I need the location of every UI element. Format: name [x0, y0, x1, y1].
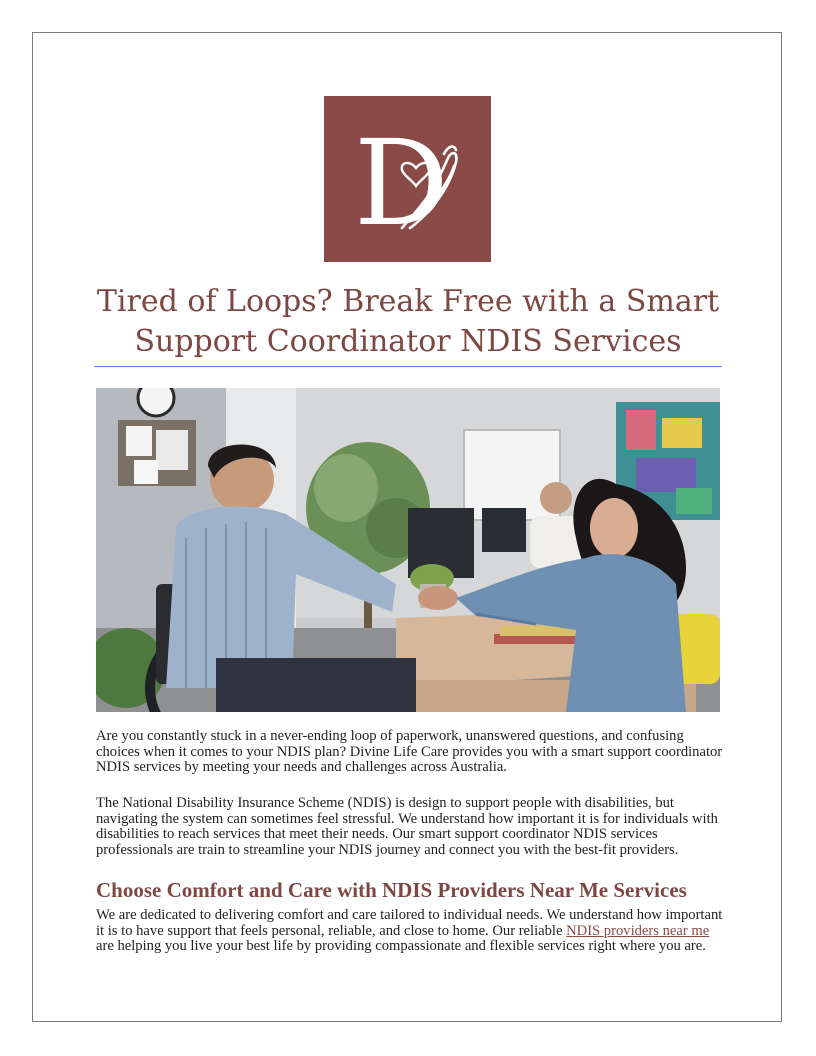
ndis-providers-link[interactable]: NDIS providers near me [566, 922, 710, 939]
section-text-before-link: We are dedicated to delivering comfort and care tailored to individual needs. We understand how important it is to have support that feels personal, reliable, and close to home. Our reliable [96, 907, 723, 939]
section-text-after-link: are helping you live your best life by providing compassionate and flexible services right where you are. [96, 938, 706, 955]
title-divider [94, 366, 722, 367]
title-line-2: Support Coordinator NDIS Services [134, 324, 682, 359]
logo-letter: D [354, 114, 449, 252]
intro-paragraph-2: The National Disability Insurance Scheme (NDIS) is design to support people with disabilities, but navigating the system can sometimes feel stressful. We understand how important it is for individuals with disabilities to reach services that meet their needs. Our smart support coordinator NDIS services professionals are train to streamline your NDIS journey and connect you with the best-fit providers. [96, 795, 718, 858]
brand-logo [324, 96, 491, 262]
hero-image [96, 388, 720, 712]
intro-paragraph-1: Are you constantly stuck in a never-ending loop of paperwork, unanswered questions, and confusing choices when it comes to your NDIS plan? Divine Life Care provides you with a smart support coordinator NDIS services by meeting your needs and challenges across Australia. [96, 728, 723, 776]
section-heading: Choose Comfort and Care with NDIS Providers Near Me Services [96, 878, 687, 902]
section-paragraph [96, 908, 724, 955]
page-title [96, 282, 720, 362]
title-line-1: Tired of Loops? Break Free with a Smart [96, 284, 720, 319]
